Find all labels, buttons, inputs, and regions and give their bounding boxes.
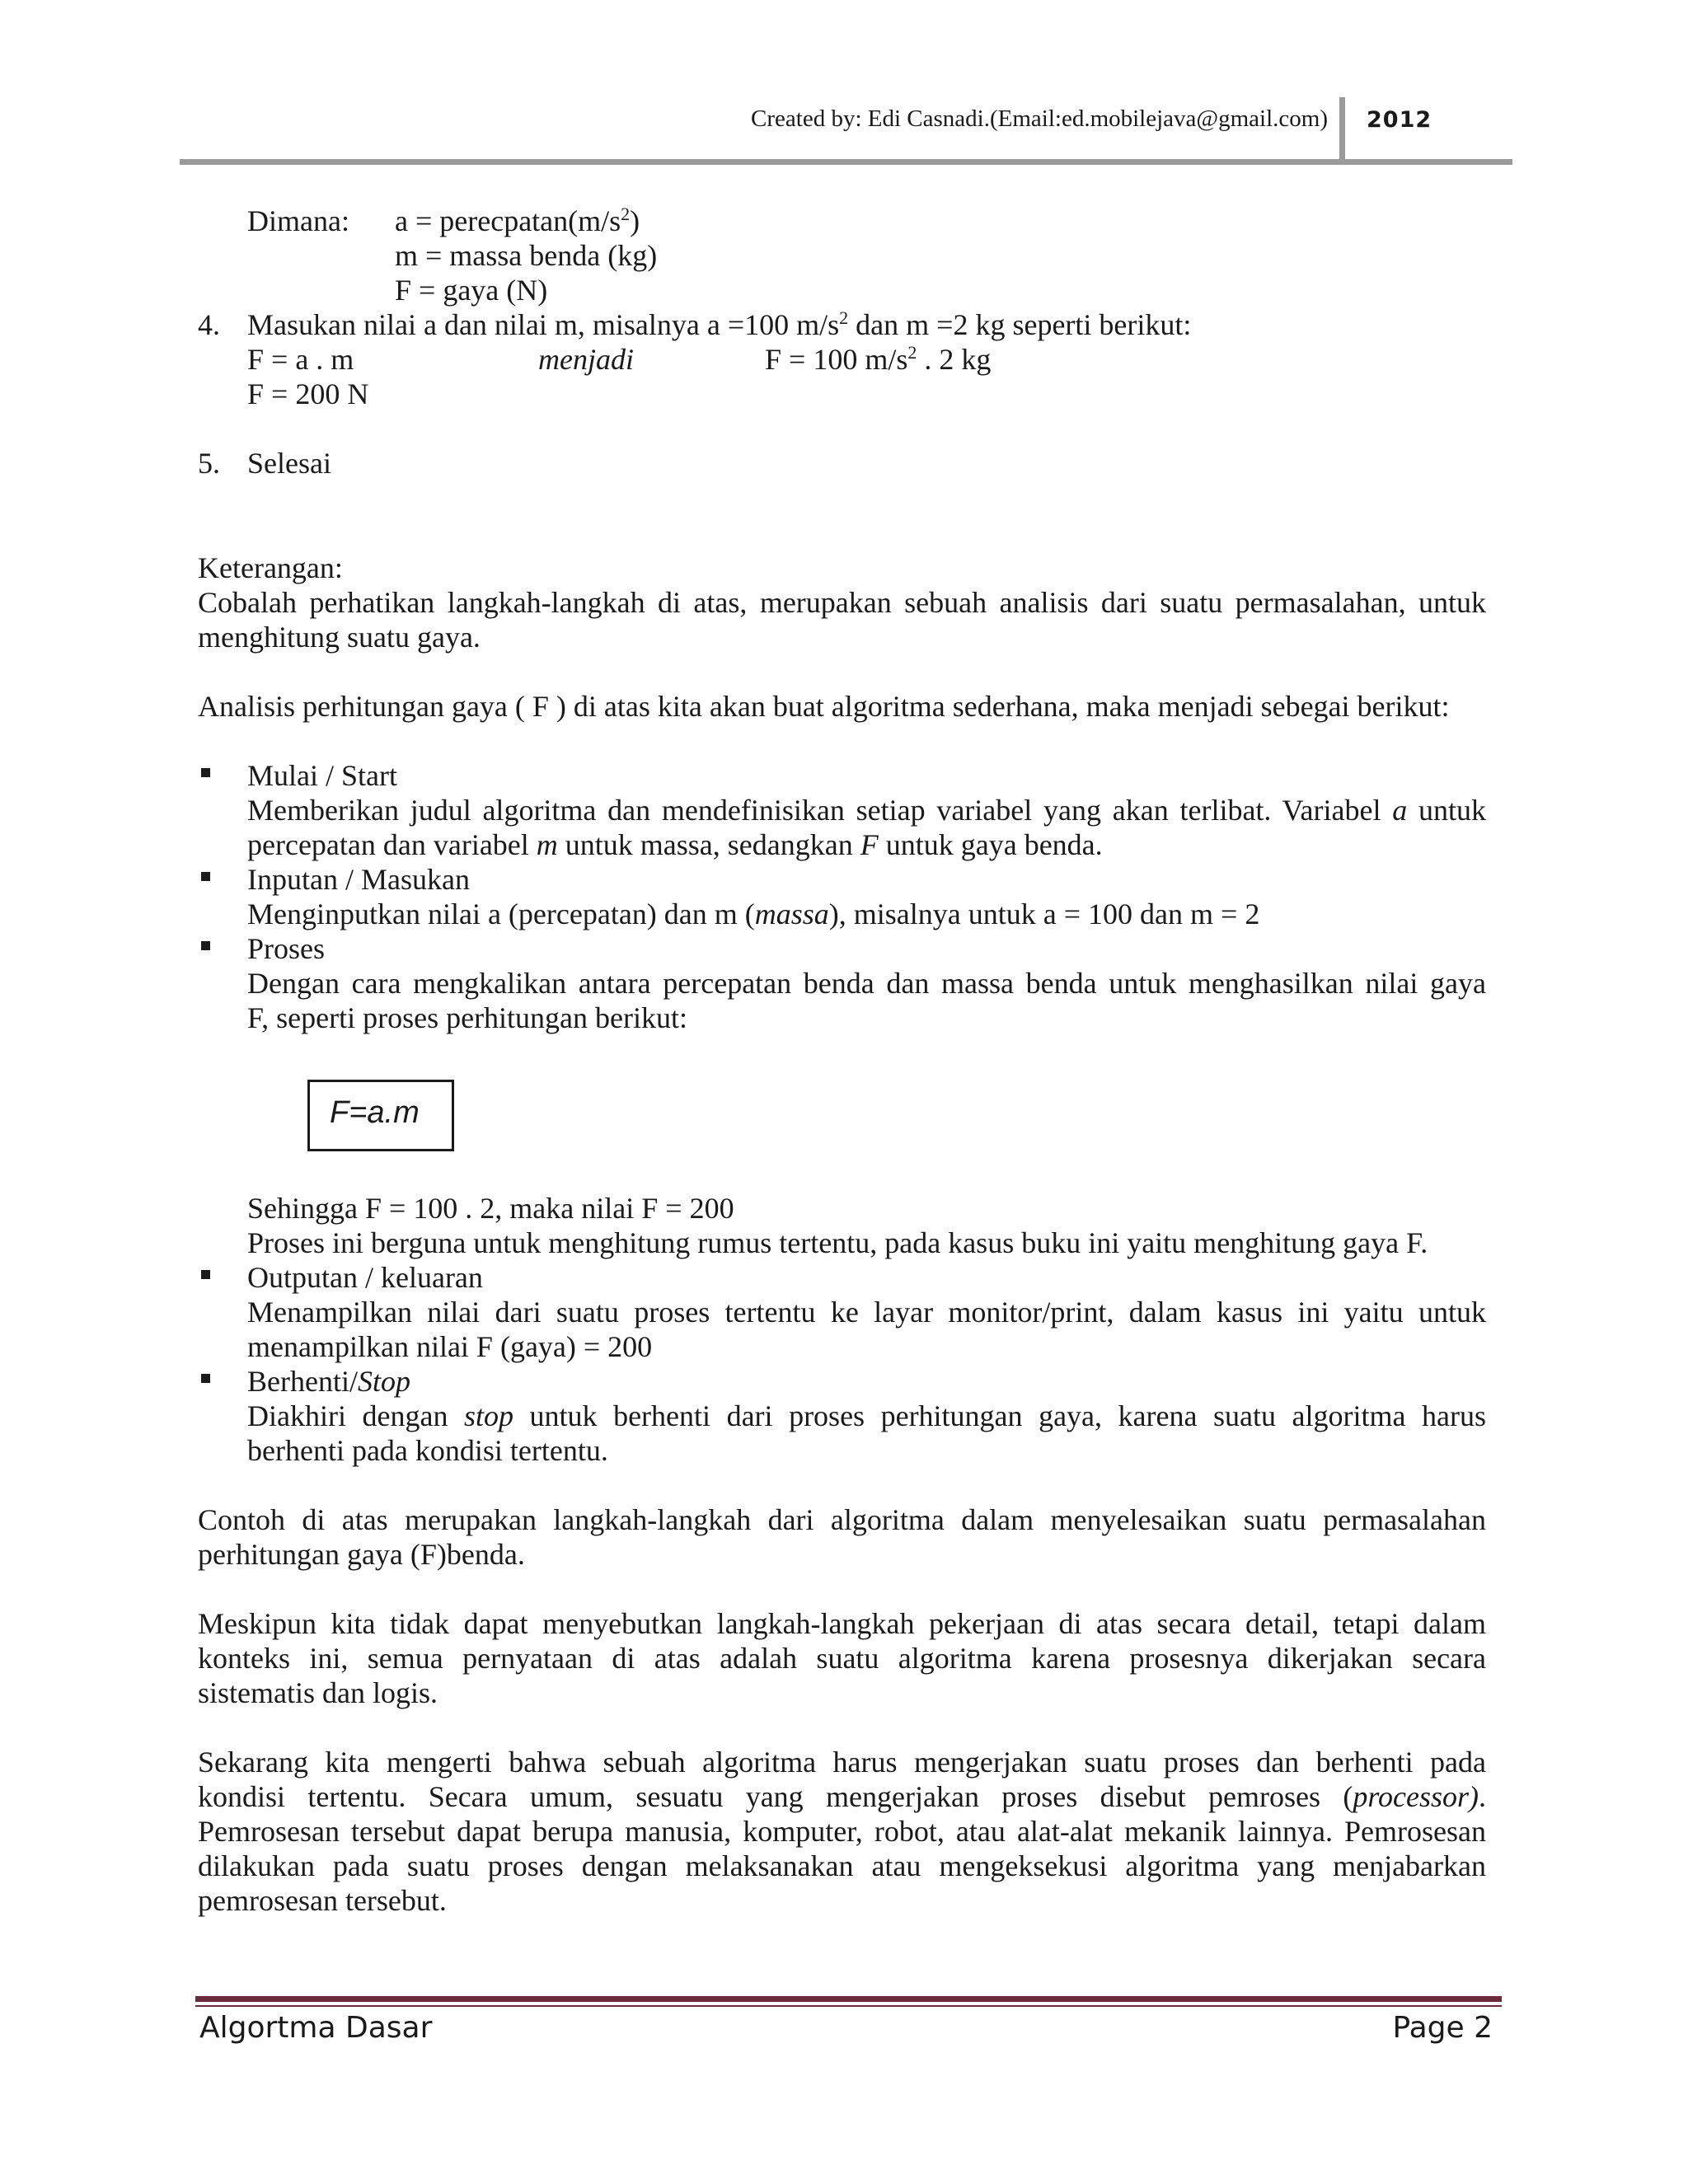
dimana-a: $a = perecpatan(m/s^2)$ bbox=[395, 204, 640, 237]
bullet-proses-line: F, seperti proses perhitungan berikut: bbox=[247, 1001, 688, 1034]
bullet-output-line: menampilkan nilai F (gaya) = 200 bbox=[247, 1330, 653, 1363]
footer-title: Algortma Dasar bbox=[199, 2011, 433, 2045]
paragraph-line: Sekarang kita mengerti bahwa sebuah algoritma harus mengerjakan suatu proses dan berhenti pada bbox=[198, 1746, 1486, 1779]
bullet-input-title: Inputan / Masukan bbox=[247, 863, 470, 896]
bullet-stop-line: Diakhiri dengan stop untuk berhenti dari proses perhitungan gaya, karena suatu algoritma harus bbox=[247, 1399, 1486, 1432]
formula-box-text: F=a.m bbox=[330, 1095, 420, 1130]
dimana-m: m = massa benda (kg) bbox=[395, 239, 658, 272]
bullet-marker bbox=[201, 941, 210, 950]
keterangan-line: Cobalah perhatikan langkah-langkah di atas, merupakan sebuah analisis dari suatu permasalahan, untuk bbox=[198, 586, 1486, 619]
dimana-f: F = gaya (N) bbox=[395, 274, 548, 307]
step4-formula-right: F = 100 $m/s^2$ . 2 kg bbox=[765, 342, 992, 376]
paragraph-line: dilakukan pada suatu proses dengan melaksanakan atau mengeksekusi algoritma yang menjabarkan bbox=[198, 1849, 1486, 1882]
bullet-input-line: Menginputkan nilai a (percepatan) dan m (massa), misalnya untuk a = 100 dan m = 2 bbox=[247, 898, 1260, 930]
bullet-output-title: Outputan / keluaran bbox=[247, 1261, 483, 1294]
paragraph-line: sistematis dan logis. bbox=[198, 1676, 438, 1709]
bullet-marker bbox=[201, 1270, 210, 1279]
step4-formula-mid: menjadi bbox=[538, 343, 634, 376]
formula-box bbox=[307, 1080, 454, 1151]
bullet-start-line: percepatan dan variabel m untuk massa, sedangkan F untuk gaya benda. bbox=[247, 828, 1103, 861]
step4-result: F = 200 N bbox=[247, 377, 369, 410]
paragraph-line: Contoh di atas merupakan langkah-langkah dari algoritma dalam menyelesaikan suatu permasalahan bbox=[198, 1503, 1486, 1536]
paragraph-line: perhitungan gaya (F)benda. bbox=[198, 1538, 525, 1571]
dimana-label: Dimana: bbox=[247, 204, 349, 237]
keterangan-line: menghitung suatu gaya. bbox=[198, 621, 481, 654]
keterangan-title: Keterangan: bbox=[198, 551, 343, 584]
header-separator bbox=[1339, 97, 1345, 160]
paragraph-line: Pemrosesan tersebut dapat berupa manusia, komputer, robot, atau alat-alat mekanik lainnya. Pemrosesan bbox=[198, 1815, 1486, 1848]
footer-page-number: Page 2 bbox=[1392, 2011, 1493, 2045]
paragraph-line: kondisi tertentu. Secara umum, sesuatu yang mengerjakan proses disebut pemroses (processor). bbox=[198, 1780, 1486, 1813]
footer-rule bbox=[195, 2005, 1502, 2007]
bullet-start-line: Memberikan judul algoritma dan mendefinisikan setiap variabel yang akan terlibat. Variabel a untuk bbox=[247, 794, 1486, 827]
analisis-text: Analisis perhitungan gaya ( F ) di atas kita akan buat algoritma sederhana, maka menjadi sebegai berikut: bbox=[198, 690, 1450, 723]
bullet-start-title: Mulai / Start bbox=[247, 759, 397, 792]
step4-formula-left: F = a . m bbox=[247, 343, 354, 376]
paragraph-line: konteks ini, semua pernyataan di atas adalah suatu algoritma karena prosesnya dikerjakan secara bbox=[198, 1642, 1486, 1675]
bullet-proses-line: Sehingga F = 100 . 2, maka nilai F = 200 bbox=[247, 1192, 734, 1225]
bullet-stop-line: berhenti pada kondisi tertentu. bbox=[247, 1434, 608, 1467]
step5-text: Selesai bbox=[247, 447, 331, 480]
bullet-marker bbox=[201, 872, 210, 881]
bullet-proses-line: Dengan cara mengkalikan antara percepatan benda dan massa benda untuk menghasilkan nilai gaya bbox=[247, 967, 1486, 1000]
bullet-proses-title: Proses bbox=[247, 932, 326, 965]
bullet-marker bbox=[201, 768, 210, 777]
step4-text: Masukan nilai a dan nilai m, misalnya a =100 $m/s^2$ dan m =2 kg seperti berikut: bbox=[247, 307, 1192, 341]
header-year: 2012 bbox=[1367, 107, 1432, 133]
step4-number: 4. bbox=[198, 308, 220, 341]
paragraph-line: Meskipun kita tidak dapat menyebutkan langkah-langkah pekerjaan di atas secara detail, tetapi dalam bbox=[198, 1607, 1486, 1640]
bullet-output-line: Menampilkan nilai dari suatu proses tertentu ke layar monitor/print, dalam kasus ini yaitu untuk bbox=[247, 1296, 1486, 1329]
header-creator: Created by: Edi Casnadi.(Email:ed.mobilejava@gmail.com) bbox=[751, 105, 1328, 132]
header-rule bbox=[180, 159, 1512, 165]
step5-number: 5. bbox=[198, 447, 220, 480]
footer-rule bbox=[195, 1996, 1502, 2002]
bullet-stop-title: Berhenti/Stop bbox=[247, 1365, 410, 1398]
bullet-marker bbox=[201, 1374, 210, 1383]
paragraph-line: pemrosesan tersebut. bbox=[198, 1884, 447, 1917]
bullet-proses-line: Proses ini berguna untuk menghitung rumus tertentu, pada kasus buku ini yaitu menghitung gaya F. bbox=[247, 1226, 1428, 1259]
